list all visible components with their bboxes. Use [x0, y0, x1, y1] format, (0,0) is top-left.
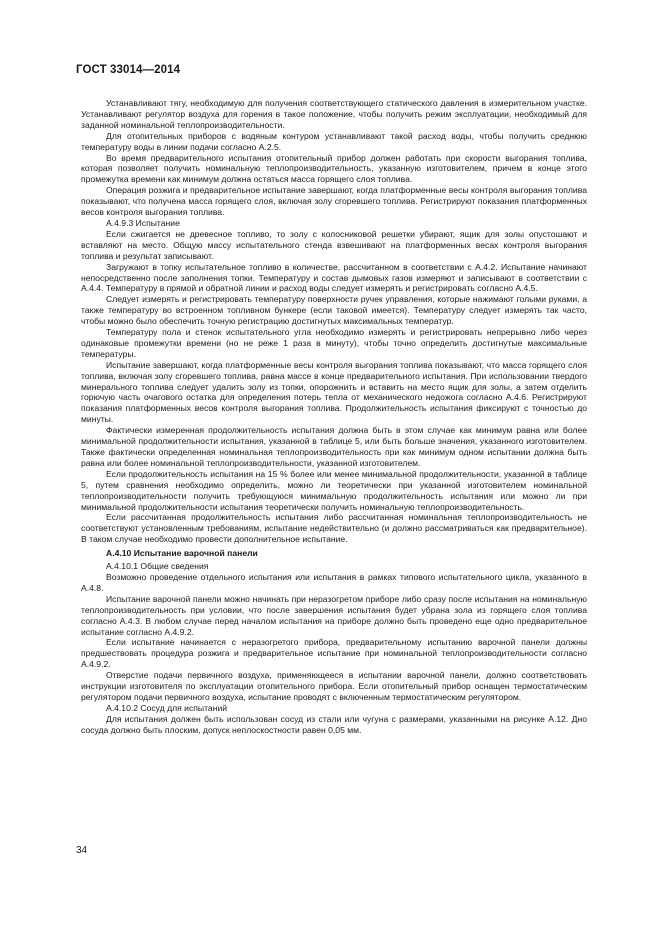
document-header: ГОСТ 33014—2014 [76, 64, 181, 76]
paragraph: Если испытание начинается с неразогретого прибора, предварительному испытанию варочной панели должны предшествовать процедура розжига и предварительное испытание при номинальной теплопроизводительности согласно А.4.9.2. [81, 637, 587, 670]
paragraph: Во время предварительного испытания отопительный прибор должен работать при скорости выгорания топлива, которая позволяет получить номинальную теплопроизводительность, указанную изготовителем, причем в конце этого промежутка времени как минимум должна остаться масса горящего слоя топлива. [81, 152, 587, 185]
paragraph: Для испытания должен быть использован сосуд из стали или чугуна с размерами, указанными на рисунке А.12. Дно сосуда должно быть плоским, допуск неплоскостности равен 0,05 мм. [81, 713, 587, 735]
paragraph: Фактически измеренная продолжительность испытания должна быть в этом случае как минимум равна или более минимальной продолжительности испытания, указанной в таблице 5, или быть больше значения, указанного изготовителем. Также фактически определенная номинальная теплопроизводительность при как минимум одном испытании должна быть равна или более номинальной теплопроизводительности, указанной изготовителем. [81, 425, 587, 468]
paragraph: Если сжигается не древесное топливо, то золу с колосниковой решетки убирают, ящик для золы опустошают и вставляют на место. Общую массу испытательного стенда взвешивают на платформенных весах контроля выгорания топлива и результат записывают. [81, 228, 587, 261]
section-heading: А.4.10 Испытание варочной панели [106, 548, 258, 559]
paragraph: Отверстие подачи первичного воздуха, применяющееся в испытании варочной панели, должно соответствовать инструкции изготовителя по эксплуатации отопительного прибора. Если отопительный прибор оснащен термостатическим регулятором подачи первичного воздуха, испытание проводят с включенным термостатическим регулятором. [81, 670, 587, 702]
paragraph: Загружают в топку испытательное топливо в количестве, рассчитанном в соответствии с А.4.2. Испытание начинают непосредственно после заполнения топки. Температуру и состав дымовых газов измеряют и записывают в соответствии с А.4.4. Температуру в прямой и обратной линии и расход воды следует измерять и регистрировать согласно А.4.5. [81, 261, 587, 294]
subsection-title: А.4.10.1 Общие сведения [106, 561, 209, 572]
paragraph: Температуру пола и стенок испытательного угла необходимо измерять и регистрировать непрерывно либо через одинаковые промежутки времени (но не реже 1 раза в минуту), чтобы точно определить достигнутые максимальные температуры. [81, 327, 587, 359]
paragraph: Операция розжига и предварительное испытание завершают, когда платформенные весы контроля выгорания топлива показывают, что получена масса горящего слоя, включая золу сгоревшего топлива. Регистрируют показания платформенных весов контроля выгорания топлива. [81, 185, 587, 218]
page-body [81, 98, 587, 736]
subsection-title: А.4.10.2 Сосуд для испытаний [106, 702, 228, 713]
paragraph: Если рассчитанная продолжительность испытания либо рассчитанная номинальная теплопроизводительность не соответствуют установленным требованиям, испытание недействительно (и должно рассматриваться как предварительное). В таком случае необходимо провести дополнительное испытание. [81, 512, 587, 545]
paragraph: Возможно проведение отдельного испытания или испытания в рамках типового испытательного цикла, указанного в А.4.8. [81, 571, 587, 593]
paragraph: Испытание завершают, когда платформенные весы контроля выгорания топлива показывают, что масса горящего слоя топлива, включая золу сгоревшего топлива, равна массе в конце предварительного испытания. При использовании твердого минерального топлива следует удалить золу из топки, опорожнить и вставить на место ящик для золы, а затем отделить горючую часть очагового остатка для определения потерь тепла от механического недожога согласно А.4.6. Регистрируют показания платформенных весов контроля выгорания топлива. Продолжительность испытания фиксируют с точностью до минуты. [81, 359, 587, 425]
paragraph: Для отопительных приборов с водяным контуром устанавливают такой расход воды, чтобы получить среднюю температуру воды в линии подачи согласно А.2.5. [81, 130, 587, 152]
paragraph: Следует измерять и регистрировать температуру поверхности ручек управления, которые нажимают голыми руками, а также температуру во встроенном топливном бункере (если таковой имеется). Температуру следует измерять так часто, чтобы можно было обеспечить точную регистрацию достигнутых максимальных температур. [81, 294, 587, 327]
paragraph: Испытание варочной панели можно начинать при неразогретом приборе либо сразу после испытания на номинальную теплопроизводительность при условии, что после завершения испытания будет убрана зола из горящего слоя топлива согласно А.4.3. В любом случае перед началом испытания на приборе должно быть проведено еще одно предварительное испытание согласно А.4.9.2. [81, 593, 587, 637]
subsection-title: А.4.9.3 Испытание [106, 217, 180, 228]
paragraph: Устанавливают тягу, необходимую для получения соответствующего статического давления в измерительном участке. Устанавливают регулятор воздуха для горения в такое положение, чтобы получить режим эксплуатации, необходимый для заданной номинальной теплопроизводительности. [81, 98, 587, 130]
paragraph: Если продолжительность испытания на 15 % более или менее минимальной продолжительности, указанной в таблице 5, путем сравнения необходимо определить, можно ли теоретически при указанной изготовителем номинальной теплопроизводительности получить требующуюся минимальную продолжительность испытания или можно ли при минимальной продолжительности испытания теоретически получить номинальную теплопроизводительность. [81, 468, 587, 512]
page-number: 34 [76, 845, 88, 856]
